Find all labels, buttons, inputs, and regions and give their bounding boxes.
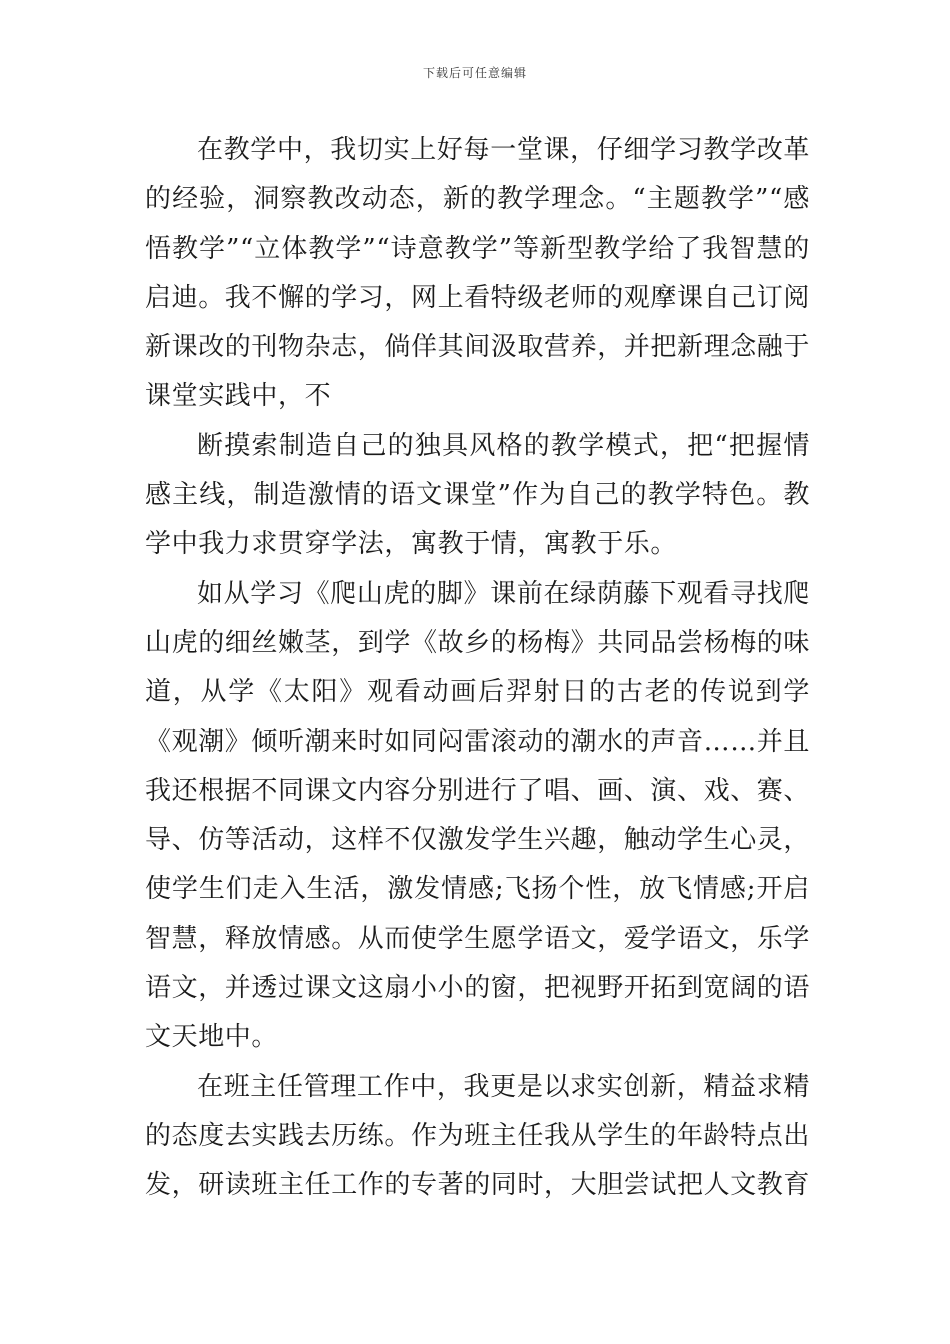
- paragraph-lesson-examples: 如从学习《爬山虎的脚》课前在绿荫藤下观看寻找爬山虎的细丝嫩茎，到学《故乡的杨梅》共同品尝杨梅的味道，从学《太阳》观看动画后羿射日的古老的传说到学《观潮》倾听潮来时如同闷雷滚动的潮水的声音……并且我还根据不同课文内容分别进行了唱、画、演、戏、赛、导、仿等活动，这样不仅激发学生兴趣，触动学生心灵，使学生们走入生活，激发情感;飞扬个性，放飞情感;开启智慧，释放情感。从而使学生愿学语文，爱学语文，乐学语文，并透过课文这扇小小的窗，把视野开拓到宽阔的语文天地中。: [145, 578, 811, 1053]
- paragraph-teaching: 在教学中，我切实上好每一堂课，仔细学习教学改革的经验，洞察教改动态，新的教学理念。“主题教学”“感悟教学”“立体教学”“诗意教学”等新型教学给了我智慧的启迪。我不懈的学习，网上看特级老师的观摩课自己订阅新课改的刊物杂志，倘佯其间汲取营养，并把新理念融于课堂实践中，不: [145, 135, 811, 412]
- paragraph-teaching-model: 断摸索制造自己的独具风格的教学模式，把“把握情感主线，制造激情的语文课堂”作为自己的教学特色。教学中我力求贯穿学法，寓教于情，寓教于乐。: [145, 430, 810, 560]
- page-header: 下载后可任意编辑: [422, 66, 527, 80]
- paragraph-class-management: 在班主任管理工作中，我更是以求实创新，精益求精的态度去实践去历练。作为班主任我从学生的年龄特点出发，研读班主任工作的专著的同时，大胆尝试把人文教育: [145, 1071, 811, 1201]
- document-body: [145, 126, 810, 1211]
